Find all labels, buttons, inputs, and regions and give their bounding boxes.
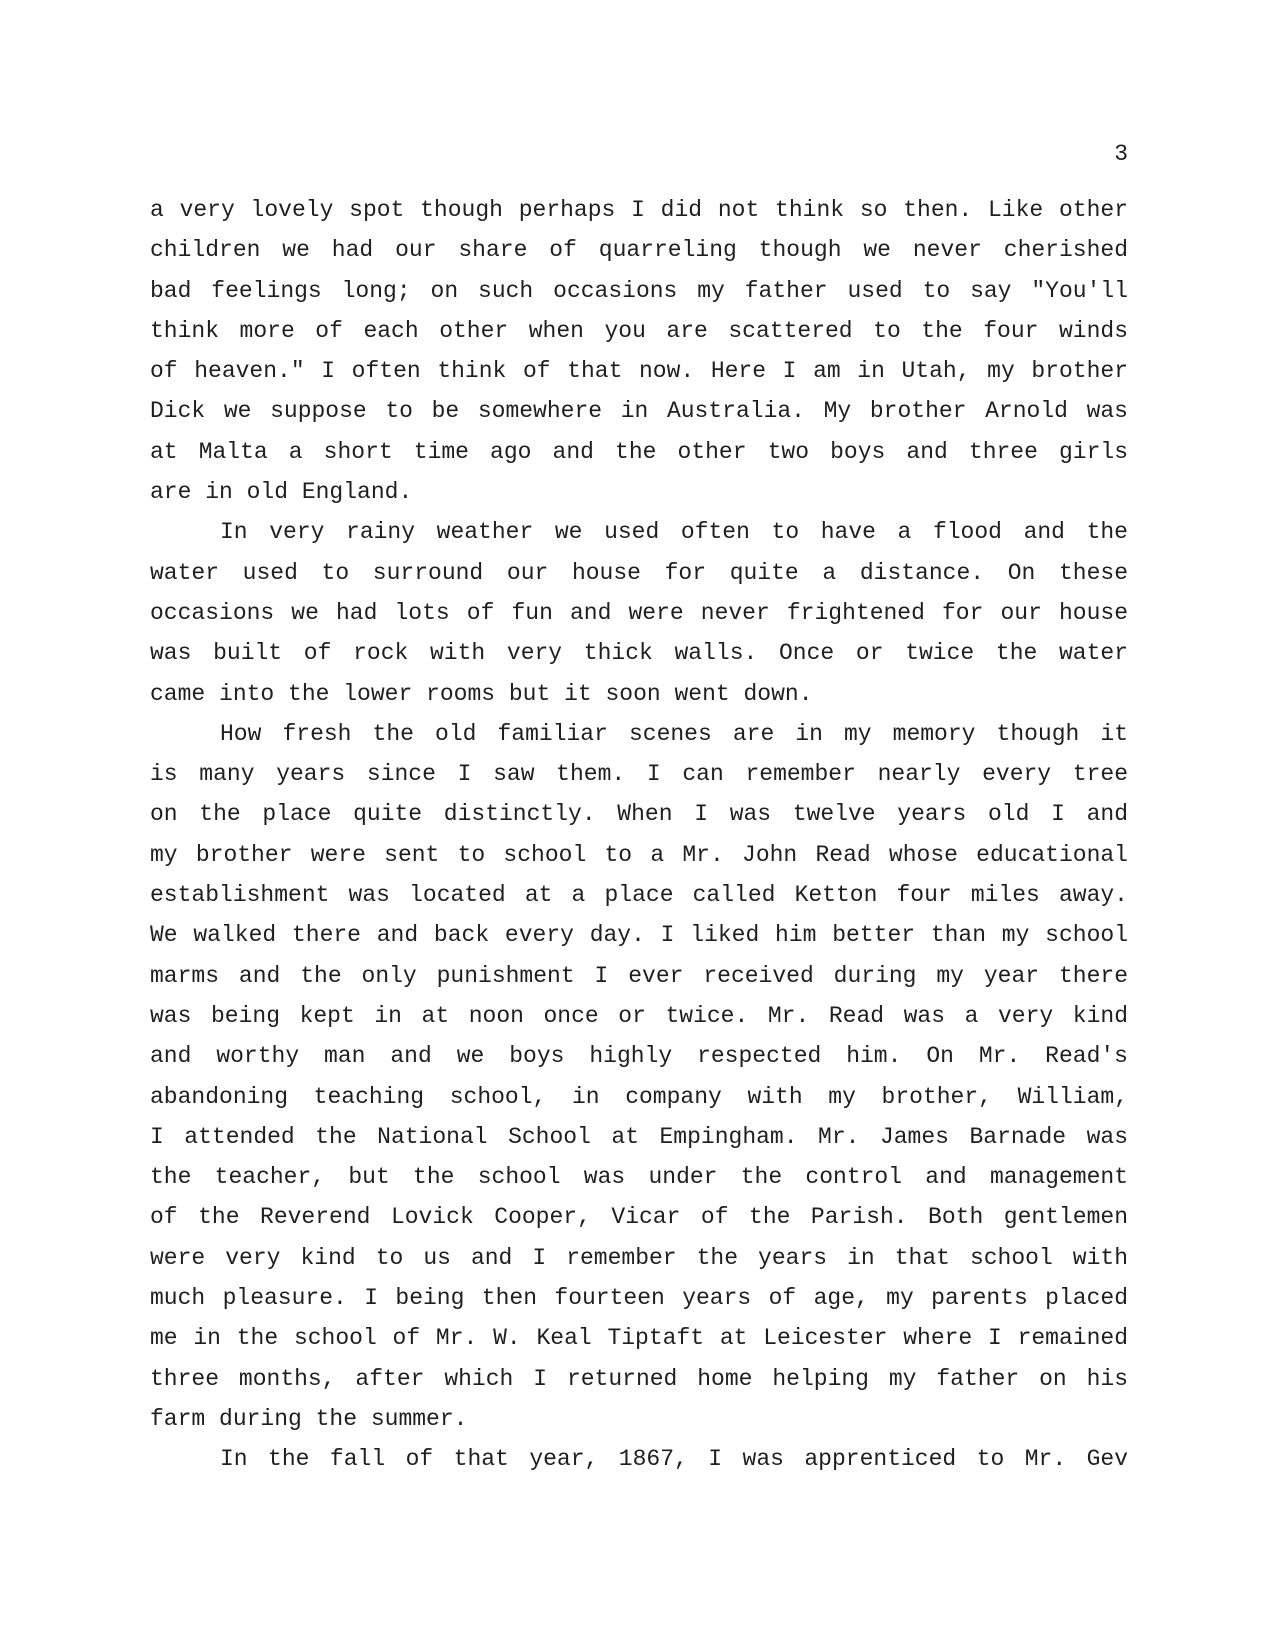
text-line: of heaven." I often think of that now. Here I am in Utah, my brother [150,358,1128,385]
text-line: was built of rock with very thick walls. Once or twice the water [150,640,1128,667]
body-text [150,190,1128,1480]
text-line: abandoning teaching school, in company with my brother, William, [150,1083,1128,1110]
text-line: think more of each other when you are scattered to the four winds [150,317,1128,344]
text-line: on the place quite distinctly. When I was twelve years old I and [150,801,1128,828]
text-line: was being kept in at noon once or twice. Mr. Read was a very kind [150,1002,1128,1029]
text-line: the teacher, but the school was under the control and management [150,1164,1128,1191]
text-line: were very kind to us and I remember the years in that school with [150,1244,1128,1271]
text-line: me in the school of Mr. W. Keal Tiptaft at Leicester where I remained [150,1325,1128,1352]
text-line: is many years since I saw them. I can remember nearly every tree [150,761,1128,788]
text-line: establishment was located at a place called Ketton four miles away. [150,882,1128,909]
page-number: 3 [1114,141,1128,167]
text-line: Dick we suppose to be somewhere in Australia. My brother Arnold was [150,398,1128,425]
text-line: a very lovely spot though perhaps I did not think so then. Like other [150,197,1128,223]
text-line: of the Reverend Lovick Cooper, Vicar of the Parish. Both gentlemen [150,1204,1128,1231]
text-line: my brother were sent to school to a Mr. John Read whose educational [150,841,1128,868]
text-line: came into the lower rooms but it soon went down. [150,680,813,707]
text-line: much pleasure. I being then fourteen years of age, my parents placed [150,1285,1128,1312]
text-line: water used to surround our house for quite a distance. On these [150,559,1128,586]
text-line: and worthy man and we boys highly respected him. On Mr. Read's [150,1043,1128,1070]
text-line: In very rainy weather we used often to have a flood and the [220,519,1128,546]
text-line: How fresh the old familiar scenes are in my memory though it [220,720,1128,747]
text-line: occasions we had lots of fun and were never frightened for our house [150,599,1128,626]
text-line: marms and the only punishment I ever received during my year there [150,962,1128,989]
text-line: We walked there and back every day. I liked him better than my school [150,922,1128,949]
text-line: children we had our share of quarreling though we never cherished [150,237,1128,264]
text-line: bad feelings long; on such occasions my father used to say "You'll [150,277,1128,304]
text-line: I attended the National School at Empingham. Mr. James Barnade was [150,1123,1128,1150]
text-line: farm during the summer. [150,1405,468,1432]
text-line: In the fall of that year, 1867, I was apprenticed to Mr. Gev [220,1446,1128,1473]
text-line: at Malta a short time ago and the other two boys and three girls [150,438,1128,465]
text-line: are in old England. [150,479,413,506]
text-line: three months, after which I returned home helping my father on his [150,1365,1128,1392]
